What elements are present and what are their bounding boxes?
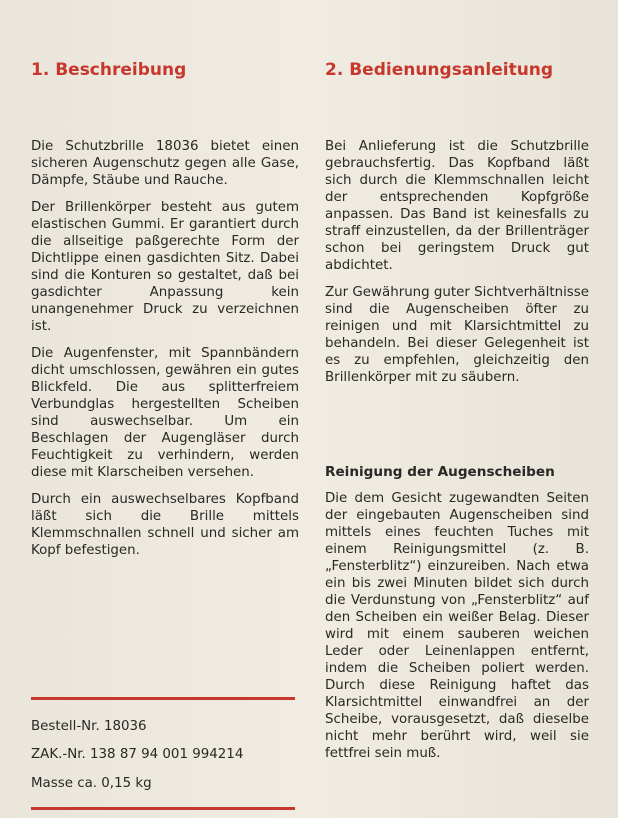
description-text <box>31 138 299 569</box>
cleaning-subheading: Reinigung der Augenscheiben <box>325 464 555 480</box>
section-heading-description: 1. Beschreibung <box>31 60 187 80</box>
zak-number: ZAK.-Nr. 138 87 94 001 994214 <box>31 747 244 762</box>
cleaning-paragraph: Die dem Gesicht zugewandten Seiten der eingebauten Augenscheiben sind mittels eines feuchten Tuches mit einem Reinigungsmittel (z. B. „Fensterblitz“) einzureiben. Nach etwa ein bis zwei Minuten bildet sich durch die Verdunstung von „Fensterblitz“ auf den Scheiben ein weißer Belag. Dieser wird mit einem sauberen weichen Leder oder Leinenlappen entfernt, indem die Scheiben poliert werden. Durch diese Reinigung haftet das Klarsichtmittel einwandfrei an der Scheibe, vorausgesetzt, daß dieselbe nicht mehr berührt wird, weil sie fettfrei sein muß. <box>325 491 589 761</box>
section-heading-instructions: 2. Bedienungsanleitung <box>325 60 554 80</box>
instructions-text <box>325 138 589 396</box>
cleaning-text <box>325 490 589 772</box>
instructions-paragraph: Bei Anlieferung ist die Schutzbrille gebrauchsfertig. Das Kopfband läßt sich durch die Klemmschnallen leicht der entsprechenden Kopfgröße anpassen. Das Band ist keinesfalls zu straff einzustellen, da der Brillenträger schon bei geringstem Druck gut abdichtet. <box>325 139 589 273</box>
red-rule-bottom <box>31 807 295 810</box>
description-paragraph: Die Augenfenster, mit Spannbändern dicht umschlossen, gewähren ein gutes Blickfeld. Die aus splitterfreiem Verbundglas hergestellten Scheiben sind auswechselbar. Um ein Beschlagen der Augengläser durch Feuchtigkeit zu verhindern, werden diese mit Klarscheiben versehen. <box>31 346 299 480</box>
mass: Masse ca. 0,15 kg <box>31 776 152 791</box>
order-number: Bestell-Nr. 18036 <box>31 719 147 734</box>
description-paragraph: Der Brillenkörper besteht aus gutem elastischen Gummi. Er garantiert durch die allseitige paßgerechte Form der Dichtlippe einen gasdichten Sitz. Dabei sind die Konturen so gestaltet, daß bei gasdichter Anpassung kein unangenehmer Druck zu verzeichnen ist. <box>31 200 299 334</box>
description-paragraph: Durch ein auswechselbares Kopfband läßt sich die Brille mittels Klemmschnallen schnell und sicher am Kopf befestigen. <box>31 492 299 558</box>
description-paragraph: Die Schutzbrille 18036 bietet einen sicheren Augenschutz gegen alle Gase, Dämpfe, Stäube und Rauche. <box>31 139 299 188</box>
red-rule-top <box>31 697 295 700</box>
instructions-paragraph: Zur Gewährung guter Sichtverhältnisse sind die Augenscheiben öfter zu reinigen und mit Klarsichtmittel zu behandeln. Bei dieser Gelegenheit ist es zu empfehlen, gleichzeitig den Brillenkörper mit zu säubern. <box>325 285 589 385</box>
